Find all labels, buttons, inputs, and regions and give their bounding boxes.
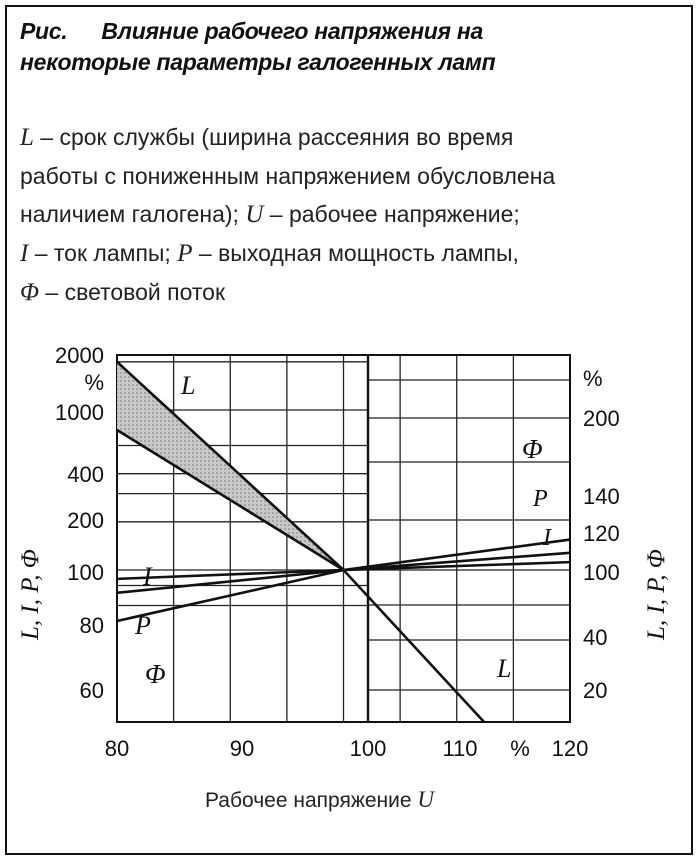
curve-label-i: I <box>143 562 152 591</box>
series-line-L <box>344 570 485 722</box>
left-axis-title: L, I, P, Φ <box>17 549 44 640</box>
right-axis-tick-label: 40 <box>583 625 608 650</box>
curve-label-p-left: P <box>135 611 151 640</box>
left-axis-tick-label: % <box>84 370 104 395</box>
caption-symbol: Φ <box>20 279 40 306</box>
caption-text: – выходная мощность лампы, <box>192 240 519 266</box>
left-axis-tick-label: 80 <box>79 613 104 638</box>
caption-text: – ток лампы; <box>28 240 178 266</box>
left-axis-tick-label: 2000 <box>55 343 104 368</box>
x-axis-tick-label: 120 <box>551 736 589 761</box>
right-axis-tick-label: 100 <box>583 560 620 585</box>
x-axis-tick-label: 110 <box>442 736 478 761</box>
x-axis-tick-label: 80 <box>104 736 130 761</box>
right-axis-tick-label: 140 <box>583 484 620 509</box>
caption-symbol: U <box>245 201 264 228</box>
title-line-1: Влияние рабочего напряжения на <box>101 18 483 44</box>
curve-label-i-right: I <box>543 525 551 551</box>
caption-text: – световой поток <box>39 279 226 305</box>
caption-symbol: L <box>20 124 34 151</box>
figure-prefix: Рис. <box>20 18 68 44</box>
right-axis-title: L, I, P, Φ <box>643 549 670 640</box>
left-axis-tick-label: 100 <box>67 560 104 585</box>
x-axis-tick-label: 100 <box>349 736 387 761</box>
curve-label-phi-left: Φ <box>145 659 166 689</box>
caption-text: – рабочее напряжение; <box>263 201 520 227</box>
right-axis-tick-label: % <box>583 366 603 391</box>
title-line-2: некоторые параметры галогенных ламп <box>20 49 496 75</box>
left-axis-tick-label: 400 <box>67 462 104 487</box>
caption-symbol: P <box>177 240 193 267</box>
caption-text: – срок службы (ширина рассеяния во время <box>33 124 514 150</box>
left-axis-tick-label: 200 <box>67 508 104 533</box>
curve-label-l-bottom: L <box>497 654 512 683</box>
left-axis-tick-label: 1000 <box>55 400 104 425</box>
caption-symbol: I <box>20 240 29 267</box>
curve-label-phi-right: Φ <box>522 434 543 464</box>
x-axis-title-symbol: U <box>417 787 435 812</box>
caption-text: наличием галогена); <box>20 201 246 227</box>
right-axis-tick-label: 200 <box>583 406 620 431</box>
right-axis-tick-label: 120 <box>583 521 620 546</box>
caption-text: работы с пониженным напряжением обусловлена <box>20 163 556 189</box>
x-axis-tick-label: % <box>510 736 530 761</box>
curve-label-l-top: L <box>181 371 196 400</box>
x-axis-tick-label: 90 <box>229 736 255 761</box>
right-axis-tick-label: 20 <box>583 678 608 703</box>
curve-label-p-right: P <box>533 486 548 512</box>
x-axis-title: Рабочее напряжение U <box>205 787 435 812</box>
left-axis-tick-label: 60 <box>79 678 104 703</box>
